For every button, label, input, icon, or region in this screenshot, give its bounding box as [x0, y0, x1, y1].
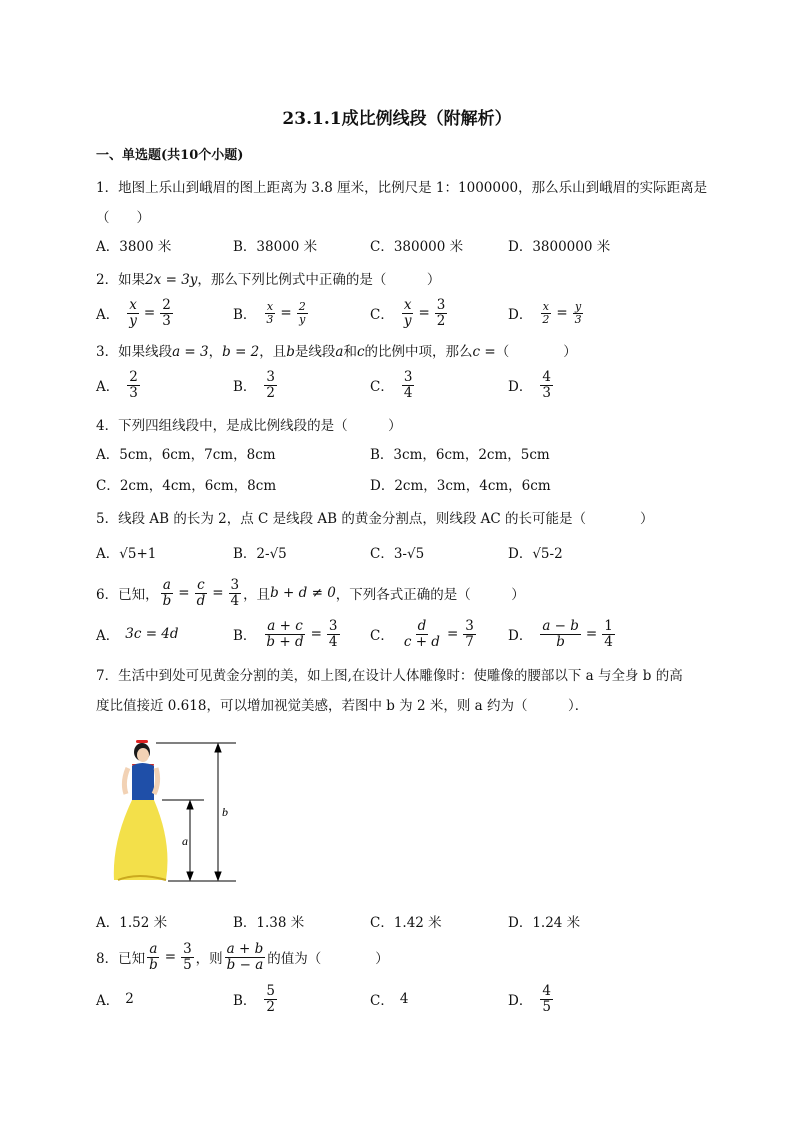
- fraction: $\frac{x}{y}$: [129, 297, 137, 329]
- option-c[interactable]: C． $\frac{d}{c + d}$ = $\frac{3}{7}$: [370, 618, 474, 650]
- option-d[interactable]: D． $\frac{4}{3}$: [508, 369, 551, 401]
- option-d[interactable]: D．3800000 米: [508, 239, 611, 255]
- question-7-text-line-1: 7．生活中到处可见黄金分割的美，如上图,在设计人体雕像时：使雕像的腰部以下 a 与全身 b 的高: [96, 668, 683, 684]
- fraction: $\frac{3}{4}$: [230, 577, 240, 609]
- fraction: $\frac{4}{5}$: [542, 983, 551, 1015]
- fraction: $\frac{a + b}{b - a}$: [226, 941, 264, 973]
- question-4-options-row-2: [96, 469, 716, 499]
- question-5-text: 5．线段 AB 的长为 2，点 C 是线段 AB 的黄金分割点，则线段 AC 的长可能是（ ）: [96, 511, 654, 527]
- option-a[interactable]: A．3800 米: [96, 239, 172, 255]
- question-7-text-line-2: 度比值接近 0.618，可以增加视觉美感，若图中 b 为 2 米，则 a 约为（ ）．: [96, 698, 589, 714]
- option-b[interactable]: B．2-√5: [233, 546, 287, 562]
- statue-illustration: [114, 740, 168, 880]
- option-c[interactable]: C．380000 米: [370, 239, 464, 255]
- fraction: $\frac{2}{3}$: [162, 297, 171, 329]
- question-1-text: 1．地图上乐山到峨眉的图上距离为 3.8 厘米，比例尺是 1：1000000，那么乐山到峨眉的实际距离是: [96, 180, 708, 196]
- fraction: $\frac{a}{b}$: [149, 941, 158, 973]
- question-3-text: 3．如果线段a = 3，b = 2，且b是线段a和c的比例中项，那么c =（ ）: [96, 344, 577, 360]
- question-7-options: [96, 906, 716, 936]
- option-d[interactable]: D． $\frac{x}{2}$ = $\frac{y}{3}$: [508, 299, 582, 326]
- question-1-blank: （ ）: [96, 210, 150, 226]
- fraction: $\frac{3}{7}$: [465, 618, 474, 650]
- fraction: $\frac{2}{y}$: [298, 299, 306, 326]
- option-b[interactable]: B．3cm，6cm，2cm，5cm: [370, 447, 550, 463]
- question-6-options: [96, 619, 716, 649]
- option-c[interactable]: C．1.42 米: [370, 915, 442, 931]
- option-d[interactable]: D．2cm，3cm，4cm，6cm: [370, 478, 551, 494]
- option-d[interactable]: D． $\frac{a - b}{b}$ = $\frac{1}{4}$: [508, 618, 613, 650]
- fraction: $\frac{3}{4}$: [328, 618, 338, 650]
- option-b[interactable]: B． $\frac{3}{2}$: [233, 369, 276, 401]
- fraction: $\frac{x}{3}$: [266, 299, 274, 326]
- option-c[interactable]: C． 4: [370, 991, 409, 1009]
- fraction: $\frac{2}{3}$: [129, 369, 138, 401]
- option-c[interactable]: C．2cm，4cm，6cm，8cm: [96, 478, 277, 494]
- fraction: $\frac{5}{2}$: [266, 983, 276, 1015]
- option-b[interactable]: B． $\frac{5}{2}$: [233, 983, 276, 1015]
- option-a[interactable]: A．5cm，6cm，7cm，8cm: [96, 447, 276, 463]
- question-5-options: [96, 537, 716, 567]
- question-8-text: 8．已知 $\frac{a}{b}$ = $\frac{3}{5}$ ，则 $\frac{a + b}{b - a}$ 的值为（ ）: [96, 941, 389, 973]
- golden-ratio-figure: [108, 732, 248, 892]
- option-a[interactable]: A．1.52 米: [96, 915, 168, 931]
- option-d[interactable]: D． $\frac{4}{5}$: [508, 983, 551, 1015]
- question-2-options: [96, 298, 716, 328]
- option-a[interactable]: A． $\frac{x}{y}$ = $\frac{2}{3}$: [96, 297, 171, 329]
- fraction: $\frac{1}{4}$: [604, 618, 613, 650]
- question-3-options: [96, 370, 716, 400]
- question-1-options: [96, 230, 716, 260]
- section-heading: 一、单选题(共10个小题): [96, 148, 244, 163]
- label-a: a: [182, 834, 188, 848]
- fraction: $\frac{4}{3}$: [542, 369, 551, 401]
- question-4-text: 4．下列四组线段中，是成比例线段的是（ ）: [96, 418, 402, 434]
- option-d[interactable]: D．√5-2: [508, 546, 563, 562]
- question-6-text: 6．已知， $\frac{a}{b}$ = $\frac{c}{d}$ = $\frac{3}{4}$ ，且 b + d ≠ 0 ，下列各式正确的是（ ）: [96, 577, 525, 609]
- fraction: $\frac{a}{b}$: [162, 577, 172, 609]
- option-a[interactable]: A． 3c = 4d: [96, 626, 179, 644]
- option-a[interactable]: A． $\frac{2}{3}$: [96, 369, 138, 401]
- fraction: $\frac{3}{5}$: [183, 941, 192, 973]
- fraction: $\frac{x}{y}$: [403, 297, 412, 329]
- option-b[interactable]: B．1.38 米: [233, 915, 305, 931]
- option-a[interactable]: A．√5+1: [96, 546, 157, 562]
- fraction: $\frac{c}{d}$: [196, 577, 206, 609]
- option-c[interactable]: C． $\frac{x}{y}$ = $\frac{3}{2}$: [370, 297, 446, 329]
- question-4-options-row-1: [96, 438, 716, 468]
- fraction: $\frac{3}{4}$: [403, 369, 413, 401]
- fraction: $\frac{3}{2}$: [266, 369, 276, 401]
- question-8-options: [96, 984, 716, 1014]
- option-d[interactable]: D．1.24 米: [508, 915, 581, 931]
- option-b[interactable]: B． $\frac{a + c}{b + d}$ = $\frac{3}{4}$: [233, 618, 338, 650]
- fraction: $\frac{3}{2}$: [436, 297, 446, 329]
- fraction: $\frac{a + c}{b + d}$: [266, 618, 304, 650]
- question-2-text: 2．如果2x = 3y，那么下列比例式中正确的是（ ）: [96, 272, 441, 288]
- option-c[interactable]: C． $\frac{3}{4}$: [370, 369, 413, 401]
- option-a[interactable]: A． 2: [96, 991, 134, 1009]
- page-title: 23.1.1成比例线段（附解析）: [282, 109, 512, 129]
- fraction: $\frac{a - b}{b}$: [542, 618, 579, 650]
- fraction: $\frac{x}{2}$: [542, 299, 550, 326]
- option-b[interactable]: B． $\frac{x}{3}$ = $\frac{2}{y}$: [233, 299, 306, 326]
- fraction: $\frac{d}{c + d}$: [403, 618, 440, 650]
- fraction: $\frac{y}{3}$: [574, 299, 582, 326]
- option-c[interactable]: C．3-√5: [370, 546, 425, 562]
- option-b[interactable]: B．38000 米: [233, 239, 318, 255]
- label-b: b: [222, 805, 228, 819]
